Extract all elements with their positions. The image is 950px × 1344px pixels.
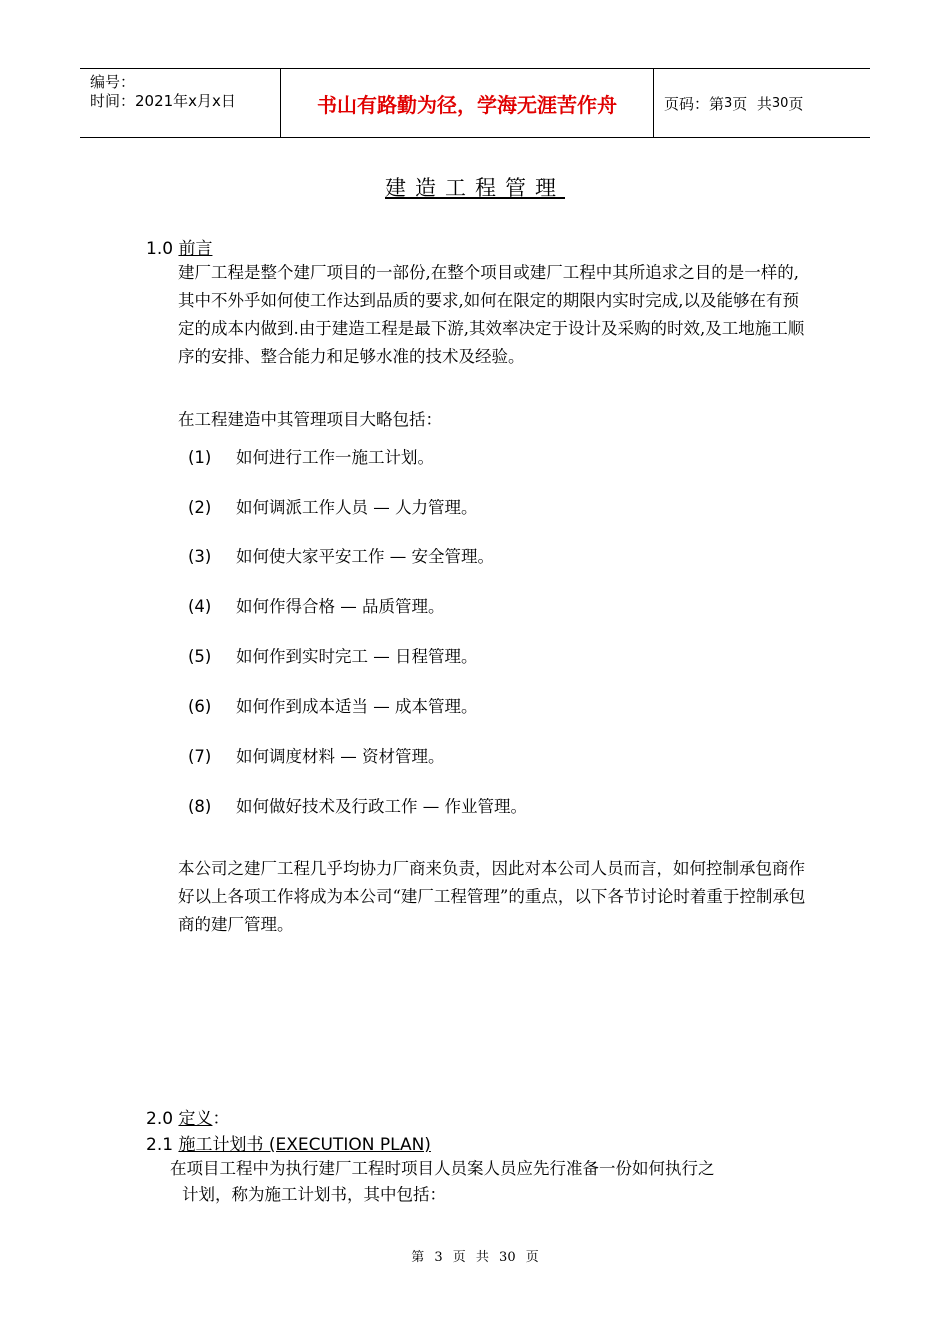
header-table [80, 68, 870, 138]
section-2-title: 定义 [178, 1109, 213, 1129]
section-2-1-line-1: 在项目工程中为执行建厂工程时项目人员案人员应先行准备一份如何执行之 [170, 1159, 715, 1178]
list-item-number: (5) [188, 647, 212, 666]
header-motto-cell [281, 69, 654, 137]
document-title: 建造工程管理 [385, 176, 565, 200]
list-item-number: (2) [188, 498, 212, 517]
list-item-number: (7) [188, 747, 212, 766]
page-suffix: 页 [788, 94, 804, 113]
list-item [188, 795, 527, 819]
header-motto: 书山有路勤为径，学海无涯苦作舟 [317, 92, 617, 117]
page-mid: 页 共 [732, 94, 772, 113]
list-item-text: 如何使大家平安工作 — 安全管理。 [236, 547, 494, 566]
section-1-paragraph-1: 建厂工程是整个建厂项目的一部份,在整个项目或建厂工程中其所追求之目的是一样的,其中不外乎如何使工作达到品质的要求,如何在限定的期限内实时完成,以及能够在有预定的成本内做到.由于建造工程是最下游,其效率决定于设计及采购的时效,及工地施工顺序的安排、整合能力和足够水准的技术及经验。 [178, 263, 805, 366]
section-2-1-line-2: 计划，称为施工计划书，其中包括： [182, 1185, 446, 1204]
list-item [188, 645, 478, 669]
page-total: 30 [771, 95, 789, 111]
page-prefix: 页码：第 [664, 94, 725, 113]
list-item [188, 595, 445, 619]
section-2-1-title: 施工计划书 (EXECUTION PLAN) [178, 1135, 431, 1155]
list-item [188, 695, 478, 719]
list-item [188, 745, 445, 769]
list-item-text: 如何作到成本适当 — 成本管理。 [236, 697, 478, 716]
header-left-cell [80, 69, 281, 137]
list-item-text: 如何进行工作一施工计划。 [236, 448, 434, 467]
section-1-number: 1.0 [146, 239, 174, 259]
list-item-number: (8) [188, 797, 212, 816]
document-number-label: 编号： [90, 73, 136, 91]
list-item-text: 如何作得合格 — 品质管理。 [236, 597, 445, 616]
document-time-label: 时间：2021年x月x日 [90, 92, 236, 110]
list-item [188, 545, 494, 569]
section-1-intro: 在工程建造中其管理项目大略包括： [178, 410, 442, 429]
list-item [188, 496, 478, 520]
section-2-1-heading [146, 1130, 431, 1155]
header-page-cell [654, 69, 870, 137]
section-1-heading [146, 234, 212, 259]
section-2-colon: ： [212, 1109, 230, 1129]
section-1-title: 前言 [178, 239, 213, 259]
page-footer: 第 3 页 共 30 页 [411, 1250, 539, 1265]
list-item-text: 如何调度材料 — 资材管理。 [236, 747, 445, 766]
page-current: 3 [724, 95, 733, 111]
list-item-text: 如何做好技术及行政工作 — 作业管理。 [236, 797, 527, 816]
list-item-number: (4) [188, 597, 212, 616]
list-item [188, 446, 434, 470]
section-2-1-number: 2.1 [146, 1135, 174, 1155]
section-2-heading [146, 1104, 229, 1129]
list-item-number: (3) [188, 547, 212, 566]
list-item-number: (6) [188, 697, 212, 716]
section-1-paragraph-2: 本公司之建厂工程几乎均协力厂商来负责，因此对本公司人员而言，如何控制承包商作好以上各项工作将成为本公司“建厂工程管理”的重点，以下各节讨论时着重于控制承包商的建厂管理。 [178, 859, 806, 934]
list-item-number: (1) [188, 448, 212, 467]
list-item-text: 如何作到实时完工 — 日程管理。 [236, 647, 478, 666]
section-2-number: 2.0 [146, 1109, 174, 1129]
list-item-text: 如何调派工作人员 — 人力管理。 [236, 498, 478, 517]
